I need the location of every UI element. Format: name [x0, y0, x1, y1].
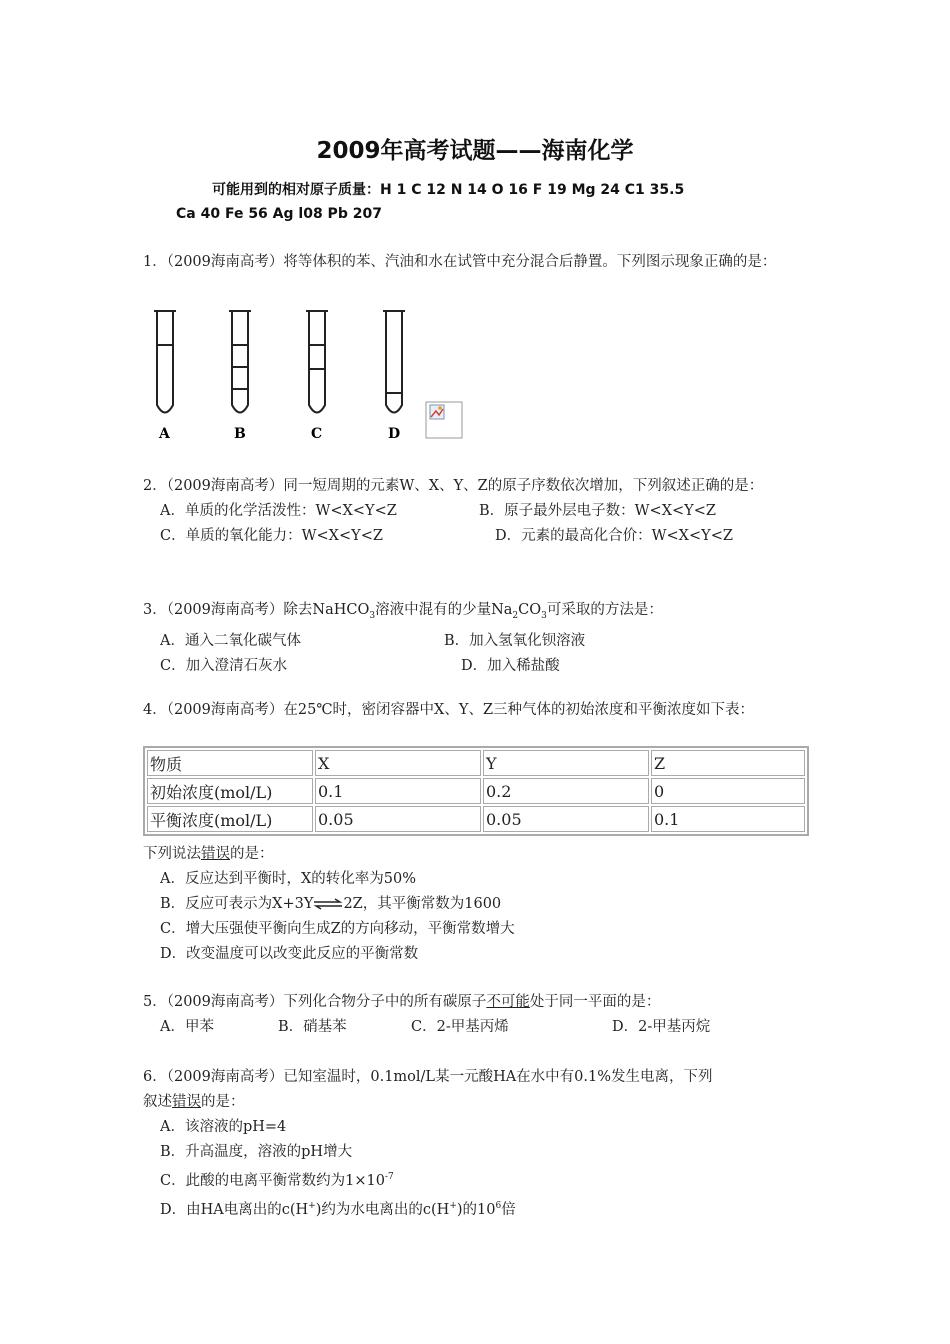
question-4 — [143, 698, 813, 723]
question-2-options-row2 — [143, 524, 813, 549]
option-4c: C．增大压强使平衡向生成Z的方向移动，平衡常数增大 — [160, 921, 515, 937]
tube-label-b: B — [234, 426, 246, 442]
broken-image-icon — [426, 402, 462, 438]
page-title: 2009年高考试题——海南化学 — [316, 138, 634, 164]
tube-b — [229, 311, 251, 413]
question-3 — [143, 598, 813, 679]
question-3-text: 3．（2009海南高考）除去NaHCO$_3$溶液中混有的少量$Na_2CO_3$可采取的方法是： — [143, 602, 663, 621]
atomic-masses-line1: 可能用到的相对原子质量：H 1 C 12 N 14 O 16 F 19 Mg 24 C1 35.5 — [212, 182, 685, 198]
option-4b: B．反应可表示为X+3Y 2Z，其平衡常数为1600 — [160, 896, 502, 912]
table-cell: 物质 — [147, 750, 313, 776]
option-6c: C．此酸的电离平衡常数约为$1\times 10^{-7}$ — [160, 1172, 394, 1189]
table-cell: 0 — [651, 778, 805, 804]
option-6b: B．升高温度，溶液的pH增大 — [160, 1144, 353, 1160]
table-cell: 0.1 — [651, 806, 805, 832]
equilibrium-arrow-icon — [313, 898, 343, 910]
table-cell: 0.1 — [315, 778, 481, 804]
question-4-lead: 下列说法错误的是： — [143, 846, 274, 862]
question-1-text: 1．（2009海南高考）将等体积的苯、汽油和水在试管中充分混合后静置。下列图示现象正确的是： — [143, 254, 777, 270]
table-row — [147, 778, 805, 804]
question-2 — [143, 474, 813, 549]
concentration-table — [143, 746, 809, 836]
table-cell: 0.2 — [483, 778, 649, 804]
question-2-options-row1 — [143, 499, 813, 524]
option-3a: A．通入二氧化碳气体 — [160, 632, 301, 649]
question-3-options-row2 — [143, 654, 813, 679]
question-1 — [143, 250, 813, 275]
question-4-text: 4．（2009海南高考）在25℃时，密闭容器中X、Y、Z三种气体的初始浓度和平衡浓度如下表： — [143, 702, 755, 718]
table-cell: 平衡浓度(mol/L) — [147, 806, 313, 832]
tube-c — [306, 311, 328, 413]
option-2a: A．单质的化学活泼性：W<X<Y<Z — [160, 503, 397, 519]
table-cell: 初始浓度(mol/L) — [147, 778, 313, 804]
option-4a: A．反应达到平衡时，X的转化率为50% — [160, 871, 417, 887]
option-2b: B．原子最外层电子数：W<X<Y<Z — [479, 503, 716, 519]
option-3d: D．加入稀盐酸 — [461, 657, 560, 674]
tube-label-c: C — [311, 426, 323, 442]
table-row — [147, 806, 805, 832]
option-5b: B．硝基苯 — [278, 1019, 347, 1035]
question-6 — [143, 1065, 813, 1223]
atomic-masses — [176, 178, 685, 226]
question-5-text: 5．（2009海南高考）下列化合物分子中的所有碳原子不可能处于同一平面的是： — [143, 994, 661, 1010]
option-5d: D．2-甲基丙烷 — [612, 1019, 711, 1035]
tube-a — [154, 311, 176, 413]
table-cell: Y — [483, 750, 649, 776]
option-4d: D．改变温度可以改变此反应的平衡常数 — [160, 946, 419, 962]
question-3-options-row1 — [143, 629, 813, 654]
question-4-statements — [143, 842, 813, 967]
question-6-text: 6．（2009海南高考）已知室温时，0.1mol/L某一元酸HA在水中有0.1%发生电离，下列 — [143, 1069, 713, 1085]
question-5-options — [143, 1015, 813, 1040]
table-header-row — [147, 750, 805, 776]
atomic-masses-line2: Ca 40 Fe 56 Ag l08 Pb 207 — [176, 206, 382, 222]
option-6d: D．由HA电离出的c(H+)约为水电离出的c(H+)的$10^6$倍 — [160, 1200, 516, 1218]
question-5 — [143, 990, 813, 1040]
option-2d: D．元素的最高化合价：W<X<Y<Z — [495, 528, 733, 544]
table-cell: 0.05 — [483, 806, 649, 832]
question-6-text-line2: 叙述错误的是： — [143, 1094, 245, 1110]
option-2c: C．单质的氧化能力：W<X<Y<Z — [160, 528, 383, 544]
option-3b: B．加入氢氧化钡溶液 — [444, 632, 586, 649]
tube-d — [383, 311, 405, 413]
option-5c: C．2-甲基丙烯 — [411, 1019, 509, 1035]
option-5a: A．甲苯 — [160, 1019, 214, 1035]
table-cell: X — [315, 750, 481, 776]
option-6a: A．该溶液的pH=4 — [160, 1119, 287, 1135]
tube-label-d: D — [388, 426, 401, 442]
question-2-text: 2．（2009海南高考）同一短周期的元素W、X、Y、Z的原子序数依次增加，下列叙述正确的是： — [143, 478, 764, 494]
table-cell: 0.05 — [315, 806, 481, 832]
test-tubes-figure — [140, 305, 480, 445]
tube-label-a: A — [159, 426, 170, 442]
option-3c: C．加入澄清石灰水 — [160, 657, 288, 674]
table-cell: Z — [651, 750, 805, 776]
